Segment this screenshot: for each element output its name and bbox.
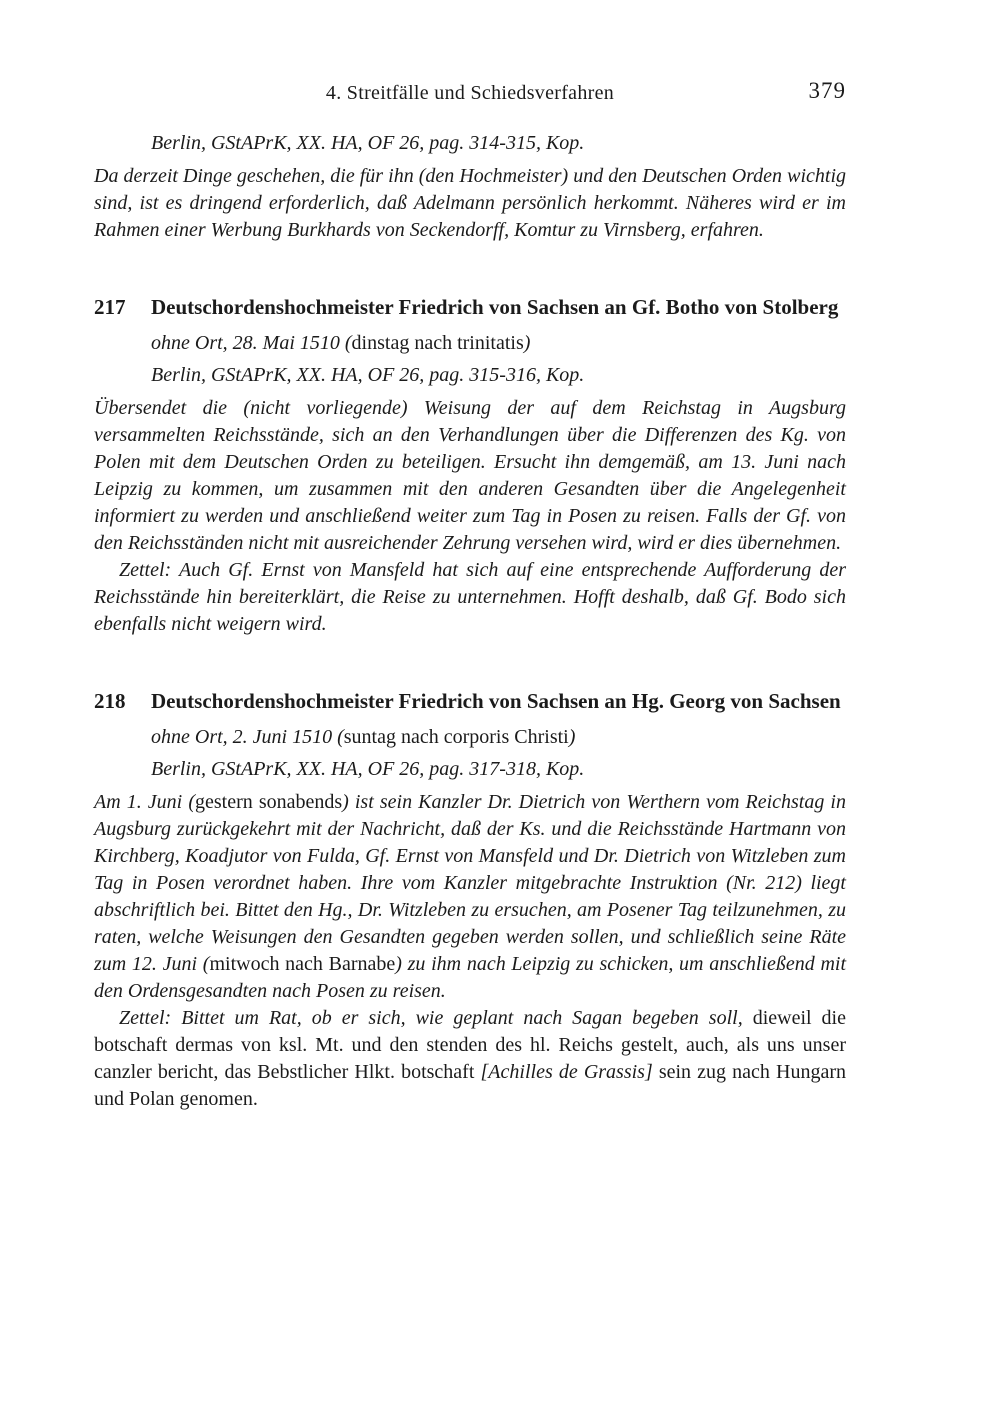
summary-segment: ) zu ihm nach Leipzig zu schicken, um anschließend mit den Ordensgesandten nach Posen zu reisen.: [94, 953, 847, 1002]
zettel-segment: [Achilles de Grassis]: [480, 1061, 653, 1083]
entry-217-head: [94, 292, 846, 323]
summary-segment: Am 1. Juni (: [94, 791, 195, 813]
date-segment: ): [568, 726, 576, 748]
text-block: [94, 80, 846, 1113]
entry-number: 218: [94, 689, 126, 713]
date-segment: dinstag nach trinitatis: [351, 332, 524, 354]
entry-summary: Übersendet die (nicht vorliegende) Weisung der auf dem Reichstag in Augsburg versammelten Reichsstände, sich an den Verhandlungen über die Differenzen des Kg. von Polen mit dem Deutschen Orden zu beteiligen. Ersucht ihn demgemäß, am 13. Juni nach Leipzig zu kommen, um zusammen mit den anderen Gesandten über die Angelegenheit informiert zu werden und anschließend weiter zum Tag in Posen zu reisen. Falls der Gf. von den Reichsständen nicht mit ausreichender Zehrung versehen wird, wird er dies übernehmen.: [94, 397, 846, 554]
entry-217: [94, 292, 846, 638]
date-segment: ohne Ort, 2. Juni 1510 (: [151, 726, 344, 748]
summary-segment: gestern sonabends: [194, 791, 343, 813]
archive-reference: Berlin, GStAPrK, XX. HA, OF 26, pag. 317-318, Kop.: [151, 758, 585, 780]
entry-zettel: [94, 1005, 846, 1113]
entry-zettel: Zettel: Auch Gf. Ernst von Mansfeld hat sich auf eine entsprechende Aufforderung der Reichsstände hin bereiterklärt, die Reise zu unternehmen. Hofft deshalb, daß Gf. Bodo sich ebenfalls nicht weigern wird.: [94, 559, 846, 635]
zettel-segment: dieweil die botschaft dermas von ksl. Mt. und den stenden des hl. Reichs gestelt, auch, als uns unser canzler bericht, das Bebstlicher Hlkt. botschaft: [94, 1007, 846, 1083]
date-segment: ): [523, 332, 531, 354]
date-segment: ohne Ort, 28. Mai 1510 (: [151, 332, 352, 354]
entry-dateline: [151, 724, 846, 751]
entry-218: [94, 686, 846, 1113]
page-number: 379: [808, 78, 846, 103]
entry-number: 217: [94, 295, 126, 319]
entry-title: Deutschordenshochmeister Friedrich von Sachsen an Gf. Botho von Stolberg: [151, 295, 839, 319]
entry-218-head: [94, 686, 846, 717]
entry-dateline: [151, 330, 846, 357]
summary-segment: ) ist sein Kanzler Dr. Dietrich von Werthern vom Reichstag in Augsburg zurückgekehrt mit der Nachricht, daß der Ks. und die Reichsstände Hartmann von Kirchberg, Koadjutor von Fulda, Gf. Ernst von Mansfeld und Dr. Dietrich von Witzleben zum Tag in Posen verordnet haben. Ihre vom Kanzler mitgebrachte Instruktion (Nr. 212) liegt abschriftlich bei. Bittet den Hg., Dr. Witzleben zu ersuchen, am Posener Tag teilzunehmen, zu raten, welche Weisungen den Gesandten gegeben werden sollen, und schließlich seine Räte zum 12. Juni (: [94, 791, 846, 975]
date-segment: suntag nach corporis Christi: [343, 726, 569, 748]
archive-reference: Berlin, GStAPrK, XX. HA, OF 26, pag. 314-315, Kop.: [151, 132, 585, 154]
running-header: [94, 80, 846, 106]
entry-title: Deutschordenshochmeister Friedrich von Sachsen an Hg. Georg von Sachsen: [151, 689, 841, 713]
entry-summary: [94, 789, 846, 1005]
zettel-segment: Zettel: Bittet um Rat, ob er sich, wie geplant nach Sagan begeben soll,: [119, 1007, 753, 1029]
entry-216-summary: Da derzeit Dinge geschehen, die für ihn (den Hochmeister) und den Deutschen Orden wichtig sind, ist es dringend erforderlich, daß Adelmann persönlich herkommt. Näheres wird er im Rahmen einer Werbung Burkhards von Seckendorff, Komtur zu Virnsberg, erfahren.: [94, 165, 846, 241]
archive-reference: Berlin, GStAPrK, XX. HA, OF 26, pag. 315-316, Kop.: [151, 364, 585, 386]
zettel-segment: sein zug nach Hungarn und Polan genomen.: [94, 1061, 846, 1110]
section-header: 4. Streitfälle und Schiedsverfahren: [325, 82, 615, 104]
summary-segment: mitwoch nach Barnabe: [209, 953, 396, 975]
